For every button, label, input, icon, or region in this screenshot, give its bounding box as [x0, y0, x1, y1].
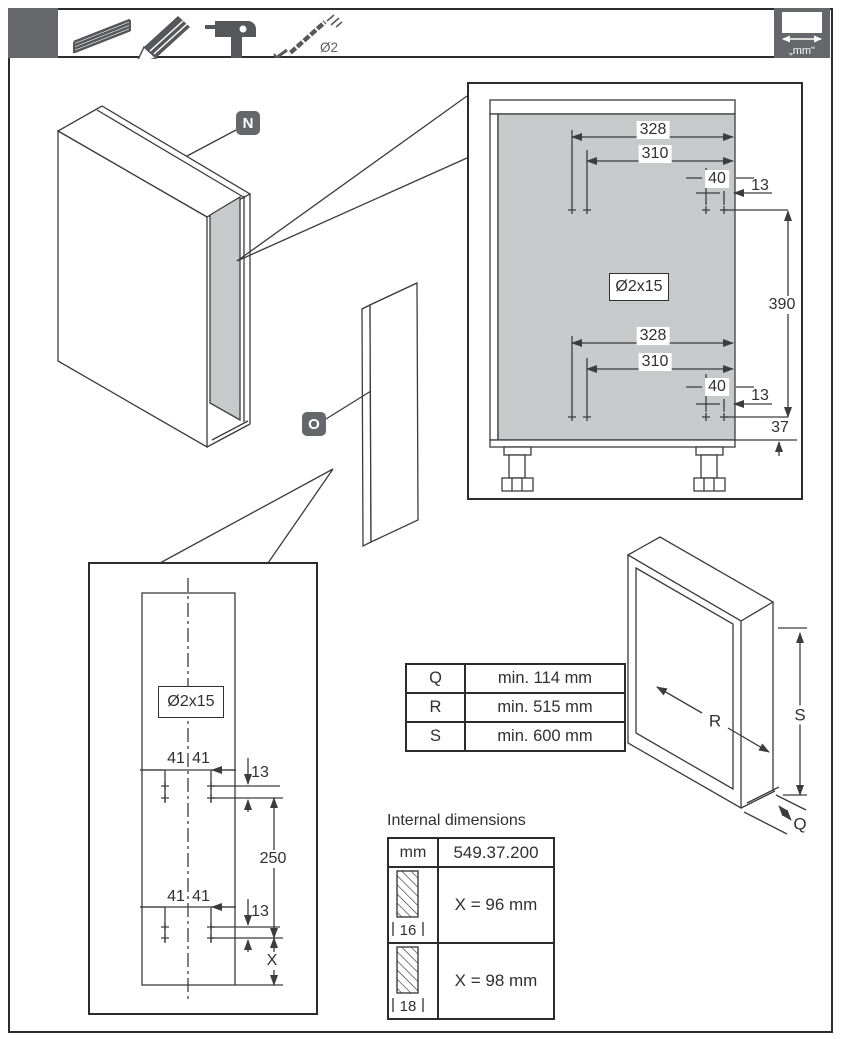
dim-310-top: 310 [639, 145, 672, 163]
dim-label-q: Q [793, 814, 807, 834]
panel-pictogram [782, 12, 822, 33]
dim-x: X [264, 952, 281, 970]
qrs-value: min. 114 mm [465, 664, 625, 693]
dim-41-right-top: 41 [192, 750, 210, 767]
pencil-icon [130, 13, 200, 59]
panel-thickness-18-icon [390, 945, 426, 1017]
dim-41-left-top: 41 [167, 750, 185, 767]
panel-thickness-16-icon [390, 869, 426, 941]
drill-bit-diameter-label: Ø2 [320, 40, 339, 55]
article-number: 549.37.200 [438, 838, 554, 867]
dim-328-top: 328 [637, 121, 670, 139]
dim-13-top: 13 [751, 177, 769, 194]
internal-dim-value: X = 98 mm [438, 943, 554, 1019]
table-row [406, 693, 625, 722]
table-row [406, 722, 625, 751]
thickness-label: 18 [399, 998, 417, 1015]
dim-13-side-top: 13 [251, 764, 269, 781]
qrs-min-dimensions-table [405, 663, 626, 752]
panel-thickness-cell [388, 867, 438, 943]
dim-37: 37 [771, 419, 789, 436]
internal-dim-value: X = 96 mm [438, 867, 554, 943]
detail-callout-lines-n [237, 96, 467, 261]
panel-thickness-cell [388, 943, 438, 1019]
carcase-qrs-drawing [628, 537, 807, 834]
dim-390: 390 [766, 296, 799, 314]
dim-label-r: R [708, 711, 722, 731]
table-row [406, 664, 625, 693]
drill-spec-box-side-panel: Ø2x15 [158, 686, 224, 718]
badge-n-leader-line [187, 130, 236, 156]
part-badge-o: O [302, 412, 326, 436]
dim-40-bottom: 40 [705, 378, 729, 396]
table-row [388, 943, 554, 1019]
dim-250: 250 [257, 850, 290, 868]
unit-label: „mm" [789, 45, 815, 57]
qrs-value: min. 515 mm [465, 693, 625, 722]
dim-label-s: S [791, 706, 808, 725]
thickness-label: 16 [399, 922, 417, 939]
table-header-row [388, 838, 554, 867]
dim-41-right-bottom: 41 [192, 888, 210, 905]
cabinet-n-drawing [58, 106, 250, 447]
part-badge-n: N [236, 111, 260, 135]
qrs-key: R [406, 693, 465, 722]
drill-icon [203, 10, 271, 60]
internal-dimensions-title: Internal dimensions [387, 812, 526, 829]
qrs-key: Q [406, 664, 465, 693]
dim-41-left-bottom: 41 [167, 888, 185, 905]
unit-header: mm [388, 838, 438, 867]
detail-callout-lines-o [160, 469, 333, 563]
table-row [388, 867, 554, 943]
internal-dimensions-table [387, 837, 555, 1020]
qrs-value: min. 600 mm [465, 722, 625, 751]
dim-13-side-bottom: 13 [251, 903, 269, 920]
dim-13-bottom: 13 [751, 387, 769, 404]
header-corner-square [8, 8, 58, 58]
panel-o-drawing [362, 283, 418, 546]
qrs-key: S [406, 722, 465, 751]
scale-mm-icon [774, 8, 830, 58]
cabinet-feet [502, 447, 725, 491]
drill-spec-box-back-panel: Ø2x15 [609, 273, 669, 301]
dim-40-top: 40 [705, 170, 729, 188]
dim-310-bottom: 310 [639, 353, 672, 371]
width-arrow-icon [780, 34, 824, 44]
dim-328-bottom: 328 [637, 327, 670, 345]
